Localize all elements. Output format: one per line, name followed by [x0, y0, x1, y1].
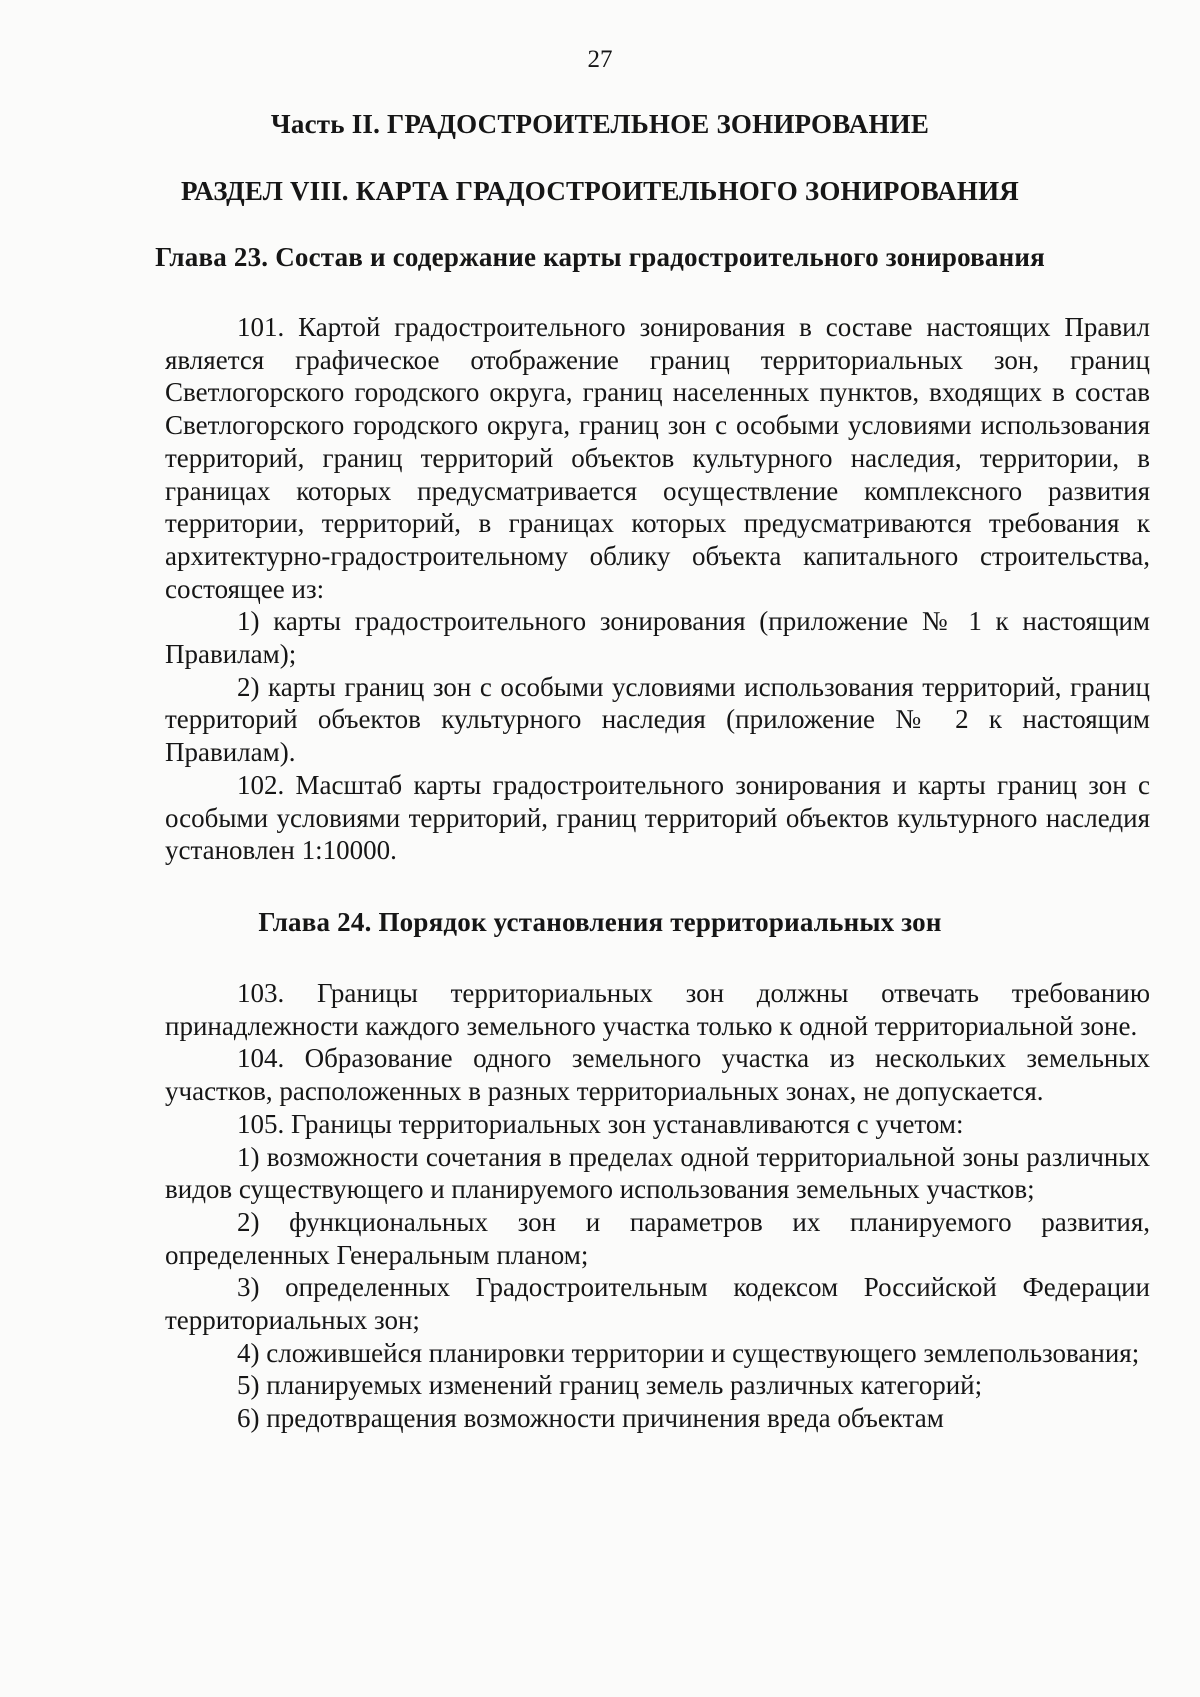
- paragraph-105: 105. Границы территориальных зон устанавливаются с учетом:: [237, 1108, 964, 1139]
- chapter-23-body: [165, 311, 1150, 867]
- chapter-24-body: [165, 977, 1150, 1435]
- list-item-105-5: 5) планируемых изменений границ земель различных категорий;: [237, 1370, 983, 1401]
- paragraph-102: 102. Масштаб карты градостроительного зонирования и карты границ зон с особыми условиями территорий, границ территорий объектов культурного наследия установлен 1:10000.: [165, 769, 1150, 866]
- paragraph-104: 104. Образование одного земельного участка из нескольких земельных участков, расположенных в разных территориальных зонах, не допускается.: [165, 1043, 1150, 1107]
- section-heading: РАЗДЕЛ VIII. КАРТА ГРАДОСТРОИТЕЛЬНОГО ЗОНИРОВАНИЯ: [181, 176, 1019, 206]
- page-number: 27: [587, 46, 613, 73]
- list-item-105-1: 1) возможности сочетания в пределах одной территориальной зоны различных видов существующего и планируемого использования земельных участков;: [165, 1141, 1150, 1205]
- list-item-105-4: 4) сложившейся планировки территории и существующего землепользования;: [237, 1337, 1140, 1368]
- paragraph-101: 101. Картой градостроительного зонирования в составе настоящих Правил является графическое отображение границ территориальных зон, границ Светлогорского городского округа, границ населенных пунктов, входящих в состав Светлогорского городского округа, границ зон с особыми условиями использования территорий, границ территорий объектов культурного наследия, территории, в границах которых предусматривается осуществление комплексного развития территории, территорий, в границах которых предусматриваются требования к архитектурно-градостроительному облику объекта капитального строительства, состоящее из:: [165, 312, 1150, 604]
- chapter-23-heading: Глава 23. Состав и содержание карты градостроительного зонирования: [155, 242, 1045, 272]
- paragraph-103: 103. Границы территориальных зон должны отвечать требованию принадлежности каждого земельного участка только к одной территориальной зоне.: [165, 978, 1150, 1041]
- list-item-101-1: 1) карты градостроительного зонирования (приложение № 1 к настоящим Правилам);: [165, 606, 1150, 670]
- chapter-24-heading: Глава 24. Порядок установления территориальных зон: [258, 907, 942, 937]
- list-item-105-2: 2) функциональных зон и параметров их планируемого развития, определенных Генеральным планом;: [165, 1206, 1150, 1270]
- list-item-101-2: 2) карты границ зон с особыми условиями использования территорий, границ территорий объектов культурного наследия (приложение № 2 к настоящим Правилам).: [165, 671, 1150, 768]
- list-item-105-6: 6) предотвращения возможности причинения вреда объектам: [237, 1403, 944, 1434]
- part-heading: Часть II. ГРАДОСТРОИТЕЛЬНОЕ ЗОНИРОВАНИЕ: [270, 109, 930, 139]
- list-item-105-3: 3) определенных Градостроительным кодексом Российской Федерации территориальных зон;: [165, 1272, 1150, 1336]
